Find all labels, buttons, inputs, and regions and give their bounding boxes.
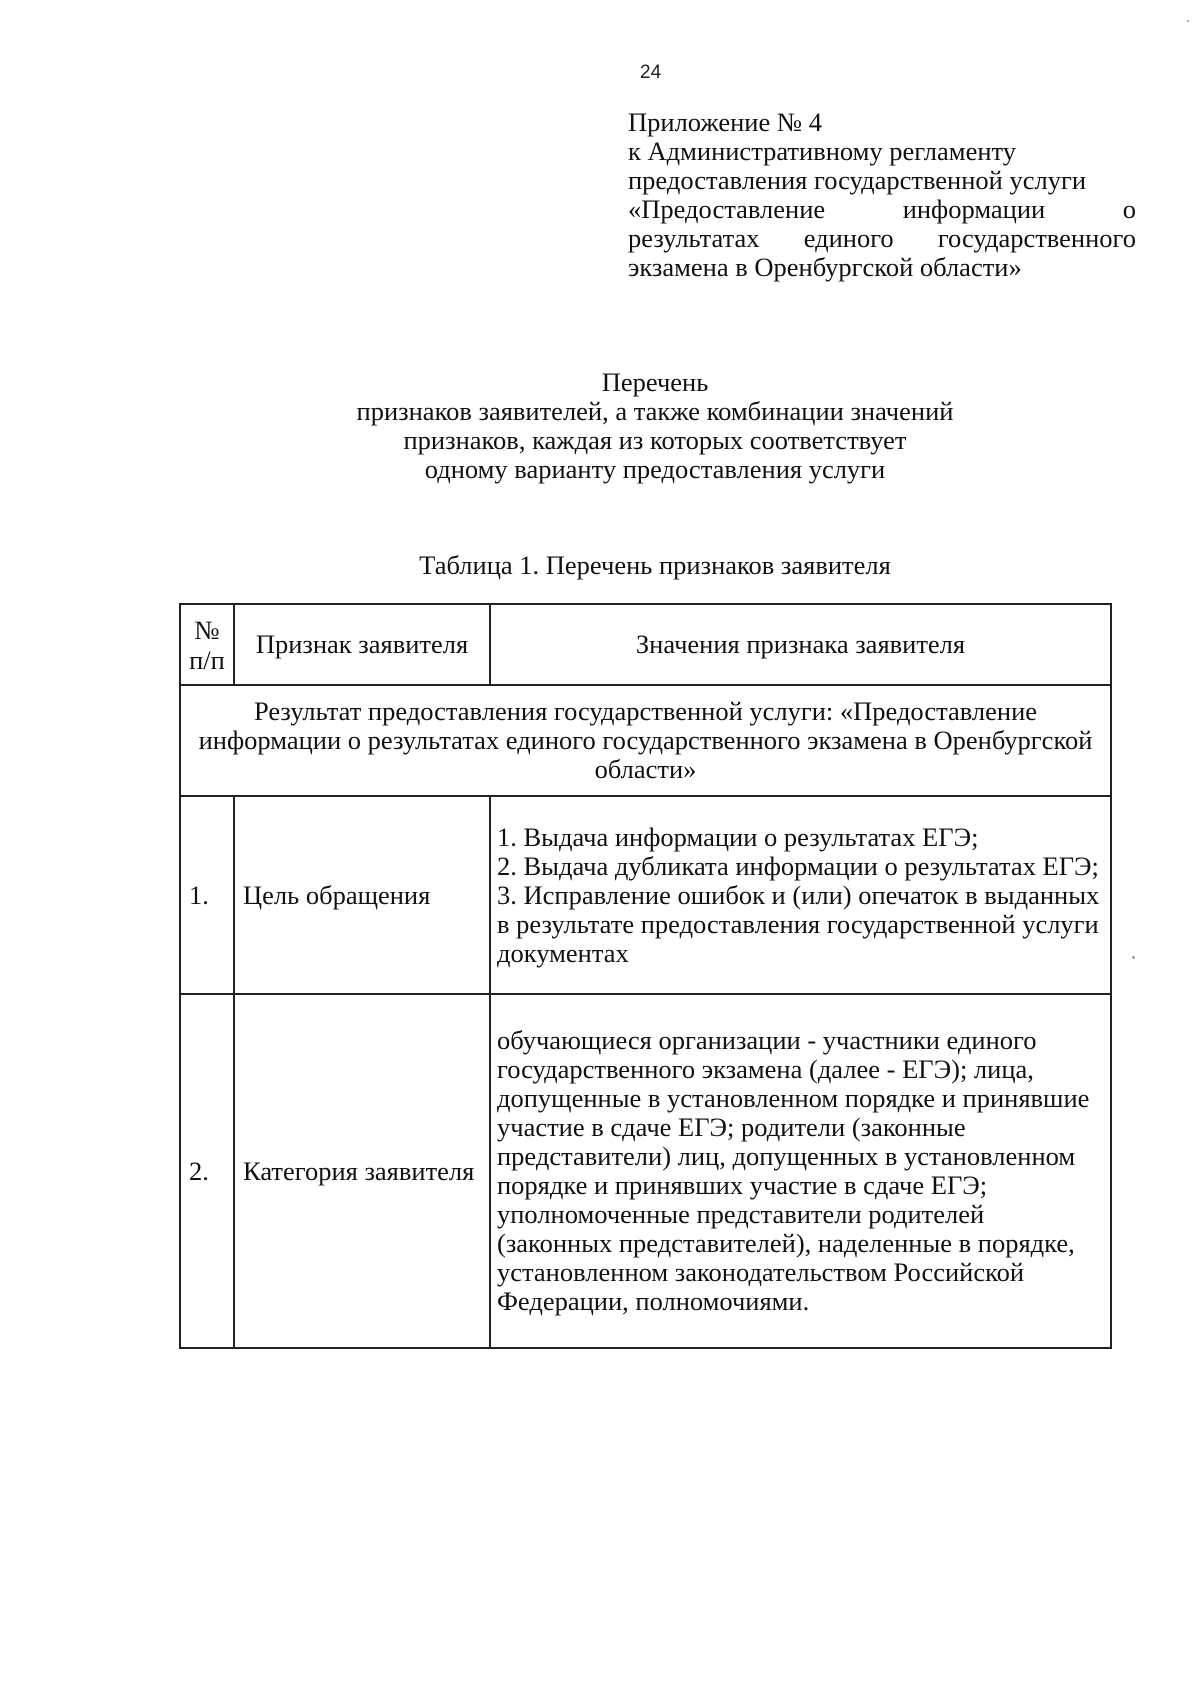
value-list-item: 3. Исправление ошибок и (или) опечаток в выданных в результате предоставления государственной услуги документах — [497, 879, 1100, 968]
row-sign-cell: Категория заявителя — [234, 994, 490, 1348]
appendix-line: Приложение № 4 — [628, 107, 823, 137]
appendix-word: о — [1122, 194, 1136, 224]
service-result-cell: Результат предоставления государственной услуги: «Предоставление информации о результатах единого государственного экзамена в Оренбургской области» — [180, 685, 1111, 796]
document-heading — [0, 368, 1200, 484]
header-sign-cell: Признак заявителя — [234, 604, 490, 685]
table-row — [180, 796, 1111, 994]
heading-line: признаков заявителей, а также комбинации значений — [356, 396, 954, 426]
table-row — [180, 994, 1111, 1348]
page-number: 24 — [640, 62, 662, 83]
appendix-block — [628, 108, 1136, 282]
applicant-signs-table — [179, 603, 1112, 1349]
row-sign-cell: Цель обращения — [234, 796, 490, 994]
value-list-item: 2. Выдача дубликата информации о результатах ЕГЭ; — [497, 850, 1099, 881]
appendix-line: к Административному регламенту — [628, 136, 1016, 166]
header-value-cell: Значения признака заявителя — [490, 604, 1111, 685]
row-number-cell: 1. — [180, 796, 234, 994]
appendix-word: информации — [902, 194, 1046, 224]
appendix-word: государственного — [937, 223, 1136, 253]
header-num-symbol: № — [194, 614, 220, 645]
heading-line: признаков, каждая из которых соответствует — [403, 425, 907, 455]
appendix-word: единого — [803, 223, 894, 253]
appendix-justified-line — [628, 195, 1136, 224]
table-caption: Таблица 1. Перечень признаков заявителя — [419, 550, 891, 580]
header-num-cell — [180, 604, 234, 685]
appendix-line: предоставления государственной услуги — [628, 165, 1087, 195]
appendix-word: результатах — [628, 223, 760, 253]
row-values-cell: обучающиеся организации - участники единого государственного экзамена (далее - ЕГЭ); лица, допущенные в установленном порядке и принявшие участие в сдаче ЕГЭ; родители (законные представители) лиц, допущенных в установленном порядке и принявших участие в сдаче ЕГЭ; уполномоченные представители родителей (законных представителей), наделенные в порядке, установленном законодательством Российской Федерации, полномочиями. — [490, 994, 1111, 1348]
value-list-item: 1. Выдача информации о результатах ЕГЭ; — [497, 821, 979, 852]
row-number-cell: 2. — [180, 994, 234, 1348]
appendix-word: «Предоставление — [628, 194, 826, 224]
scan-speck — [1132, 956, 1135, 959]
appendix-justified-line — [628, 224, 1136, 253]
row-values-cell — [490, 796, 1111, 994]
table-header-row — [180, 604, 1111, 685]
appendix-line: экзамена в Оренбургской области» — [628, 252, 1022, 282]
header-num-abbr: п/п — [189, 644, 225, 675]
heading-line: одному варианту предоставления услуги — [424, 454, 886, 484]
heading-title: Перечень — [601, 367, 709, 397]
service-result-row — [180, 685, 1111, 796]
scan-speck — [1187, 20, 1189, 22]
